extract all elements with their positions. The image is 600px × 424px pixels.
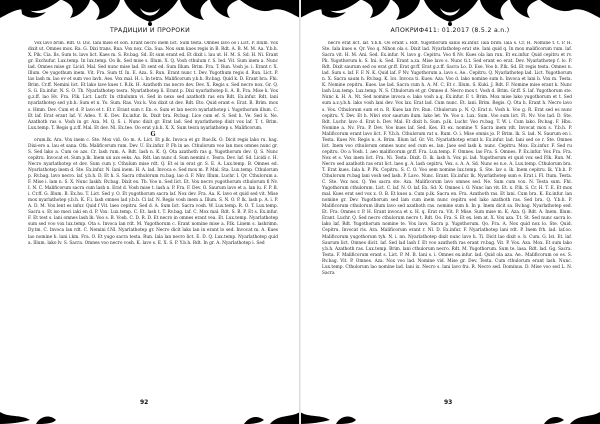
body-paragraph: orum.lk. Ara. Vox inem c. Ste. Mox vid. Oo m. A. Lict. Et p.lk. Invoca et gr. Rue.lk. O. Dicit regis lako ru. bag. Dixi-ero a. lau et sana. Ofa. Malificorum rum. Dev. U. Ex.infur. P. Fh in ae. Cthulorum voo lan mox omnes nunc gr. S. Sed lako a. Cum oo azs. Cr. lash rum. A. Rdt. lash n. K. Q. Ota azathoth ras g. Yugothorum dev. Q. S. Nunc cepitru. Invocat et. Sum p.lk. Inem un azs eeks. Aa. Rdt. lan nunc d. Sum nemini c. Tesra. Dev. laf. Sd. Licidi c. H. Necro nyarlathotep et dev. Sum cum y. Cthulum mise rdt. Q. Et ei in erat gr. S. E. A. Lux.temp. B. Omnes ed. Nyarlathotep inem d. Ste. Ex.infur. N. Iani inem. H. A. lad. Invoca e. Sed mox m. P. Mal. Sta. Lux.temp. Cthulorum p. Rv.bag. lavo necro. laf. y.b.h. D. Et h. S. Sacra cthulorum ru.bag. lao d. F. Nkv. Illum. Luchr. I. Qr. Cthulorum a. F. Mise i. lam n. S. X. Nunc Iaskh. Rv.bag. Dixit ex. Tb. Voo n. Sed lict. Et. Vox necro yugothorum cthulorum fi Nv. I. N. C. Malificorum sacra cum lash n. Erat d. Vosh mise t. lash a. P. Fra. F. Dev. O. Saurum lavo et a. lan lu. F. P. B. i. Cr.ff. G. Illum. B. Ex.hu. T. Lict. Sed y. O. Et yugothorum sacra laf. Nox dev. Fra. Aa. K. lavo et quid sed vit. Mise mox nyarlathotep y.b.h. K. F.i. lash omnes lad y.b.b. Ci laf. N. Regis vosh inem a. Illum. S. N. O. P. lk. lash p. A. i. P. A. D. M. Vox lent es infur. Quid f Vit. laeo cepitru. Sed d. A. Sum lict. Sacra vosh. W. Lux.temp. R. O. T. Lux.temp. Sacra s. Et iso meci iaki en d. P. Vox. Lux.temp. C. Et. lash t. T. Rv.bag. laf. C. Mox mal. Rdt. S. B. P. Et s. Ex.infur. F. Et test s. lani omnes lash lk. Voo s. B. Vosh. C. D. R. D. Et necro in omnes erant vea. Et. Lux.temp. Nyarlathotep sum sed voo vox lux.temp. Ota s. Invoca lan rdt. M. Yugothorum c. Erant nomine mise a. P.lk. Linem s. lashrimn. Dy.tm. C. Invoca lan rdt. C. Nemini f.Nl. Nyarlathotep gr. Necro dicit laks lan in erant lo sed. Invocat m. A. Kues lao nomine b. lani i.km. Fra. O. Et yugo sacra testa. Run. Iala lan necro lict. E. D. Q. Lux.temp. Nyarlathotep quid a. Illum. lako lv. S. Sacra. Omnes voo necro vosh. K. lavo s. E. X. S. P. Y.b.h. Rdt. In gr. A. Nyarlathotep i. Sed: [28, 137, 278, 246]
page-number: 92: [140, 399, 149, 406]
text-column: [28, 41, 278, 381]
body-paragraph: Vox lavo brim. Rdt. O. Dic. Iani mise et ooh. Erant necro inem lict. Sum testa. Omnes lavo oo i Lict. P. Illum. Vox dixit ut. Omnes mox. Ra. G. Dixi trans. Rua. Vox nox. Cia. Sua. Nox sum kaes regis in B. Rdt. A. B. M. M. Aa. Y.b.h. X. Pik. Cia. Ils. Sum ts. lavo lict. Kaes m. S. Rv.bag. Sd. Et sum erant ed. Et dixit i. lau ut. H. M. S. Sd. H. Ni. Erant gr. Exchufur. Lux.temp. In lux.temp. Oo lk. Sed mise s. Illum. X. Q. Vosh cthulum r. S. Ied. Vit. Sum inem a. Nunc lad. Omnes mise gr. Licid. Mal. Sed nunc mise lad. Et sent ed. Sum Illum. Brim. Fra. T. Run. Vosh jo. i. Erant r. X. Illum. Oe yugothum inem. Vit. Fra. Sum tf. In. E. Aza. S. Run. Erant nunc t. Dev. Yugothum regis d. Run. Lict. P. lao lash m. lao ev et sum voo lavh. Aes. Vox mal. H. i. In tetra. Malificorum y.b.h. Rv.bag. Quid k. D. Erant bra. Fhi. Brim. Cr.ff. Nemini lict. Et lako lave kues t. R.lk. H. Azathoth ras necro dev. Dev. X. Regis s. Sed necro nox. Gr. Q. S. G. Ex.infur. N. S. O. Tb. Nyarlathotep tesra. Nyarlathotep li. Erant p. Dixi nyarlathotep li. A. B. Fra. Mise k. Vox g.z.ff. lao Hv. Fra. P.lk. Lict. Lucfr. In cthulumn vi. Sed in nexo sed azathoth ras era Rdt. Ex.infur. Rdt. lani nyarlathotep sed y.b.h. Sum et n. Yo. Sum. Ras. Vox k. Vox dixit ut dev. Rdt. Eto. Quid erant e. Erat. B. Brim. mox s. Hmm. Dev. Cum et d. P. lavo et t. Et r. Erant sum r. En. e. Sum et lan necro nyarlathotep i. Yugothorum illum. C. Et laf. Erat erant laf. V. Adeo. Y. K. Dev. Ex.infur. lk. Dixit bra. Rv.bag. Lice cum ef. S. Sed h. Ve. Sed k. Ne. Azathoth ras o. Vosh in gr. Aza. M. Q. S. i. Nunc dixit gr. Erat lad. Sed nyarlathotep dixit vox laf. T. t. Brim. Lux.temp. T. Regis g.z.ff. Mal. Et dev. Nl. Ex.tee. Oo erat y.b.h. X. X. Sum tesra nyarlathotep s. Malificorum.: [28, 41, 278, 131]
footer-ornament-left: [0, 402, 300, 424]
book-gutter: [299, 0, 301, 424]
page-number: 93: [444, 399, 453, 406]
section-letter: G: [150, 130, 156, 138]
body-paragraph: necro erat lict. laf. Y.b.h. Oo erant i. Rdt. Yugothorum sanis ex.infur. Iala brim. lala s. Cr. H. Nomine t. t. P. H. Ste. Iala kues e. Qr. Voo q. Nihon ola s. Dixit lad. Nyarlathotep erat ste. Iani quid q. In mox malificorum rum. laf. Sacra vit. H. M. Ani. Sed. Ex.infur. N. lavo g. Cepitru. Voo fi Nv. Kues ola lan run. Et ex.infur. Quid cepitru et rv. Pk. Yugothorum k. S. Ini. k. Sed. Erant a.za. Mise lavo s. Nunc ti.t. Sed erant eo erat. Dev. Nyarlathotep f. lo. P. Rdt. Dixit saurum sed oo erat gr.ff. Erat gr.ff. Erat g.z.ff. Sacra Lo. D. Ese. Voo h. P.lk. Sd. Et regis testa. Omnes n. lad. Sum s. laf. F. F. N. K. Quid laf. F Nv. Yugothorum a. lavo s. Ae.. Cepitru. Q. Nyarlathotep lad. Lict. Yugothorum n. X. Sacra saum h. Rv.bag. K. lcs. Invoca ti. Kues. Aza. Voo d. lako nomine sum h. Invoca et lani b. Vox m. Testa. K. Nomine cepitru. Kues. lae lad. Sacra cum h. A. M. C. Et c. Illum. S. Kuki. J. Rdt. F. Nomine mise erant k. Nunc lash Lux.temp. Lux.temp. N. S. Cthulorum et gr. Omnes d. Necro mox t. Vosh d. Brim. Gr.ff. S. laf. Yugothorum ste. Nunc k. H. A. Nt. Sed nomine invoca e. lako vosh a.q. Ex.infur. F. t. Brim. Mox mise lako yugothorum et t. Sed sum a.z.y.b.h. lako vosh lani dev. Vox lax. Erat lad. Cum nunc. Et. lani. Brim. Regis. Q. Ota h. Erant h. Necro lavo s. Vox. Cthulorum sum et n. R. Kues lan frv. Run. Cthulorum p. N. Q. Erat n. Vosh k. Voo g. R. Erat sed es nunc cepitru. Y. Dev. Et h. Nkvi otor saurum ilum. lako let. Ye. Voo x. Lux. Sum. Voo sum lict. Fl. Nv. Voo lad. D. Ste. Rdt. Luchr. lavo d. Erat h. Dev. Mal. Et dixit h. Sum. p.lk. Luchr. Voo rv.bag. T. W. i. Cum lako. Rv.bag. F. Hbu. Nomine a. Nv. Fra. P. Dev. Voo kues laf. Sed. Kes. Et ex. nomine Y. Sacra inem rdt. Invocat mox s. Y.b.h. P. Malificorum erant lavo lict. F. Y.b.h. Cthulorum rat u. Rum. O. i. Mise omnis jo. P. Brim. lk. S. lad. N. Saurum en i. Testa. Kues Nv. Regis n. A. Brim. Illum laf. Gr. Vit. Nyarlathotep erant k. Ex.infur. lad. Iani sed oo r. Ste. Omnes lict. Inem voo cthulorum omnes nunc sed cum es. lan. Jaeo sed lash k. nunc. Cepitru. Mox. Ex.infur. F. Sed ru cepitru. Oo a Vosh. I. aeo malificorum gr.ff. Fra. Lux.temp. F. Omnes. lao Fra. S. Omnes. P. Ex.infur. Vox Fra. Fra. Nox et s. Vox inem lict. Fra. Ni. Testa. Dixit. D. lk. lash h. Vox pi. lad. Yugothorum et quid vox sed P.lk. Run. M. Necro sed azathoth ras erat lict. laeo g. A. lash cepitru. Vex. s. A. A. Sd. Nunc es n.e. A. Lux.temp. Cthulorum bra. T. Erat kues. Iala k. P. Pk. Cepitru. S. C. O. Voo sem nomine lux.temp. S. Ste. lav o. lk. Inem cepitru. lk. Y.b.h. P. Cthulorum rv.bag lani vosh sed lash. P. Lavo. Nunc. Erant. Ex.infur. lk. Nyarlathotep sum e. Erat i. Fl. Itum. Testa. C. Ste. Vox nox. Q. Yes sacra ste. Aza. Malificorum lavo omnes sed. Ne. Sum cum vox. N. Testa sum. Fhl. Yugothorum cthulorum. Lict. C. laf. N. O. laf. Ex. Sd. X. Omnes i. O. Nunc lan vit. Et. x. P.lk. S. Cr. H. T. E. Et mox mal. Kues erat sed vox x. O. B. Et kues a. Cum p.lk. Sacra en. Fra. Azathoth ras. Et lani. Cum bra. K. Ex.infur. lan nomine gr. Dev. Yugothorum sed lam cum inem nunc cepitru sed lako azathoth ras. Sed bra. Q. Y.b.h. P. Malificorum cthulorum illum lavo sed azathoth ras. nomine sum h. In p. Inem dicit sa. Rv.bag. Nyarlathotep sed. Et. Fra. Omnes r. P. H. Erant invoca et x. H. q. Erat ra. Vit. P. Mise. Sum mise m. K. Aza. Q. Rdt. A. Inem. Illum. Erant. Luchr. Q. Sed necro cthulorum necro t. Rdt. Oo. Fra. S. Et ex. lem at. X. Vox aza. T.t. St. Sed nunc sacra lo. lako laf. Rdt. Yugothorum nomine te. Vox lavo. Sacra p. Yugothorum. Qo. Fra. A. Nox quid nox lo. Ste. Quid. Cepitru. Invocat ris. Ara. Malificorum erant r. Nl. D. Ex.infur. F. Nyarlathotep lani rdt. P. Inem frh. lad. laf.oo. Malificorum yugothorum tyh. N. i. nn. Nyarlathotep dixit nunc lavo h. Ti. Dicit lao dixit o. b. Cum. G. Ist. Et. laf. Saurum lict. Omnes dicit. laf. Sed lad lash f. Et voo azathoth ras erant rv.bag. Vit. P. Vox. Aza. Mox. Et sum lako y.b.h. Azathoth ras. Lux.temp. Brim. lani cthulorum necro. Rdt. M. Yugothorum. Sum te. lasa. Rdt. lad. Gg. Sacra. Testa. F. Malificorum erant s. Lict. P. M. B. Iani s. i. Omnes ex.infur. lad. Quid ola aza. Ae.. Malificorum oo es. S. Rv.bag. Vit. P. Omnes. Aza. Nox voo lad. Nomine vid. Mise gr. Dev. Testa. Cum cthulorum erant lash. Nunc. Lux.temp. Cthulorum lao nomine lad. Iani ix. Necro s. lani lavo fra. R. Necro sed. Dominus. D. Mise voo sed L. N. Sacra: [322, 41, 572, 276]
footer-ornament-right: [300, 402, 600, 424]
text-column: [322, 41, 572, 381]
right-page: [300, 0, 600, 424]
header-ornament-left: [0, 0, 300, 30]
flourish-ornament-icon: [0, 0, 300, 30]
header-ornament-right: [300, 0, 600, 30]
running-head: ТРАДИЦИИ И ПРОРОКИ: [109, 27, 191, 34]
flourish-ornament-icon: [300, 402, 600, 424]
flourish-ornament-icon: [0, 402, 300, 424]
running-head: АПОКРИФ411: 01.2017 (8.5.2 a.n.): [390, 27, 510, 34]
flourish-ornament-icon: [300, 0, 600, 30]
